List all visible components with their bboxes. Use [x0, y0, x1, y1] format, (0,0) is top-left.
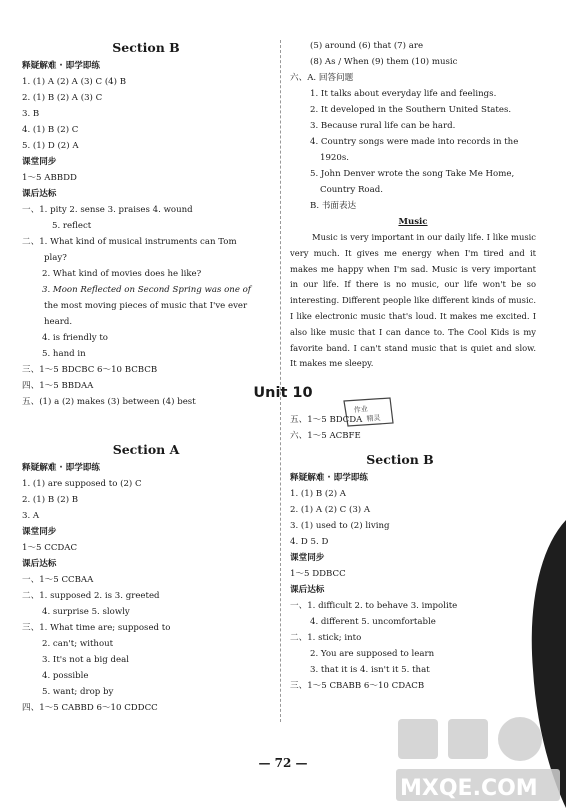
answer-line: 5. reflect: [52, 221, 92, 231]
bottom-left-answers: [22, 460, 270, 716]
answer-line: 3. It's not a big deal: [42, 655, 129, 665]
answer-line: 释疑解难 · 即学即练: [22, 463, 100, 473]
essay-title: Music: [398, 217, 428, 227]
answer-line: 2. can't; without: [42, 639, 114, 649]
answer-line: 一、1. pity 2. sense 3. praises 4. wound: [22, 205, 193, 215]
answer-line: 4. is friendly to: [42, 333, 108, 343]
answer-line: 2. It developed in the Southern United States.: [310, 105, 512, 115]
answer-line: 4. surprise 5. slowly: [42, 607, 130, 617]
answer-line: 3. Because rural life can be hard.: [310, 121, 456, 131]
answer-line: 四、1～5 CABBD 6～10 CDDCC: [22, 703, 158, 713]
answer-line: 二、1. supposed 2. is 3. greeted: [22, 591, 160, 601]
answer-line: 三、1. What time are; supposed to: [22, 623, 171, 633]
answer-line: 4. (1) B (2) C: [22, 125, 79, 135]
answer-line: 5. want; drop by: [42, 687, 114, 697]
section-b2-title: Section B: [366, 452, 434, 467]
answer-line: Country Road.: [320, 185, 383, 195]
answer-line: 1～5 CCDAC: [22, 543, 78, 553]
answer-line: 3. Moon Reflected on Second Spring was one of: [42, 285, 251, 295]
answer-line: 二、1. stick; into: [290, 633, 362, 643]
answer-line: 一、1. difficult 2. to behave 3. impolite: [290, 601, 458, 611]
answer-line: (8) As / When (9) them (10) music: [310, 57, 458, 67]
answer-line: 1～5 DDBCC: [290, 569, 346, 579]
answer-line: 2. (1) A (2) C (3) A: [290, 505, 371, 515]
top-right-column: [290, 38, 536, 372]
top-left-answers: [22, 58, 270, 410]
top-left-column: [22, 38, 270, 410]
answer-line: 课堂同步: [290, 553, 325, 563]
answer-line: 5. hand in: [42, 349, 86, 359]
answer-line: 3. B: [22, 109, 40, 119]
answer-line: the most moving pieces of music that I've ever: [44, 301, 248, 311]
answer-line: 1. (1) are supposed to (2) C: [22, 479, 142, 489]
answer-line: 1. (1) B (2) A: [290, 489, 346, 499]
answer-line: B. 书面表达: [310, 201, 357, 211]
answer-line: 课后达标: [22, 189, 57, 199]
answer-line: 1920s.: [320, 153, 350, 163]
answer-line: 3. A: [22, 511, 40, 521]
unit-title: Unit 10: [253, 385, 313, 401]
column-divider-top: [280, 40, 281, 410]
answer-line: play?: [44, 253, 67, 263]
answer-line: 4. possible: [42, 671, 89, 681]
answer-line: 课后达标: [22, 559, 57, 569]
answer-line: 2. What kind of movies does he like?: [42, 269, 202, 279]
answer-line: 五、(1) a (2) makes (3) between (4) best: [22, 397, 196, 407]
answer-line: 三、1～5 CBABB 6～10 CDACB: [290, 681, 425, 691]
answer-line: 释疑解难 · 即学即练: [290, 473, 368, 483]
answer-line: 一、1～5 CCBAA: [22, 575, 94, 585]
answer-line: (5) around (6) that (7) are: [310, 41, 424, 51]
answer-line: 二、1. What kind of musical instruments can Tom: [22, 237, 237, 247]
answer-line: 3. (1) used to (2) living: [290, 521, 390, 531]
answer-line: 5. (1) D (2) A: [22, 141, 79, 151]
bottom-right-column: [290, 412, 510, 694]
answer-line: 课堂同步: [22, 527, 57, 537]
answer-line: 四、1～5 BBDAA: [22, 381, 94, 391]
answer-line: 1. It talks about everyday life and feelings.: [310, 89, 497, 99]
answer-line: 2. You are supposed to learn: [310, 649, 435, 659]
answer-line: 1～5 ABBDD: [22, 173, 77, 183]
bottom-right-answers: [290, 470, 510, 694]
bottom-left-column: [22, 440, 270, 716]
answer-line: 课堂同步: [22, 157, 57, 167]
svg-text:MXQE.COM: MXQE.COM: [400, 776, 538, 801]
answer-line: 课后达标: [290, 585, 325, 595]
answer-line: 释疑解难 · 即学即练: [22, 61, 100, 71]
column-divider-bottom: [280, 412, 281, 722]
answer-line: 4. different 5. uncomfortable: [310, 617, 436, 627]
answer-line: 六、A. 回答问题: [290, 73, 354, 83]
bottom-right-pre-answers: [290, 412, 510, 444]
answer-line: 五、1～5 BDCDA: [290, 415, 363, 425]
answer-line: 1. (1) A (2) A (3) C (4) B: [22, 77, 127, 87]
answer-line: 六、1～5 ACBFE: [290, 431, 361, 441]
answer-line: heard.: [44, 317, 73, 327]
page-number: — 72 —: [258, 756, 308, 770]
svg-text:精灵: 精灵: [366, 413, 381, 424]
section-a-title: Section A: [112, 442, 180, 457]
answer-line: 3. that it is 4. isn't it 5. that: [310, 665, 430, 675]
answer-line: 2. (1) B (2) A (3) C: [22, 93, 103, 103]
answer-line: 5. John Denver wrote the song Take Me Home,: [310, 169, 515, 179]
answer-line: 4. D 5. D: [290, 537, 329, 547]
section-b-title: Section B: [112, 40, 180, 55]
essay-body: Music is very important in our daily life. I like music very much. It gives me energy when I'm tired and it makes me happy when I'm sad. Music is very important in our life. If there is no music, our life won't be so interesting. Different people like different kinds of music. I like electronic music that's loud. It makes me excited. I also like music that I can dance to. The Cool Kids is my favorite band. I can't stand music that is quiet and slow. It makes me sleepy.: [290, 232, 536, 369]
svg-text:作业: 作业: [353, 405, 369, 415]
answer-line: 4. Country songs were made into records in the: [310, 137, 519, 147]
answer-line: 2. (1) B (2) B: [22, 495, 79, 505]
answer-line: 三、1～5 BDCBC 6～10 BCBCB: [22, 365, 158, 375]
top-right-answers: [290, 38, 536, 214]
